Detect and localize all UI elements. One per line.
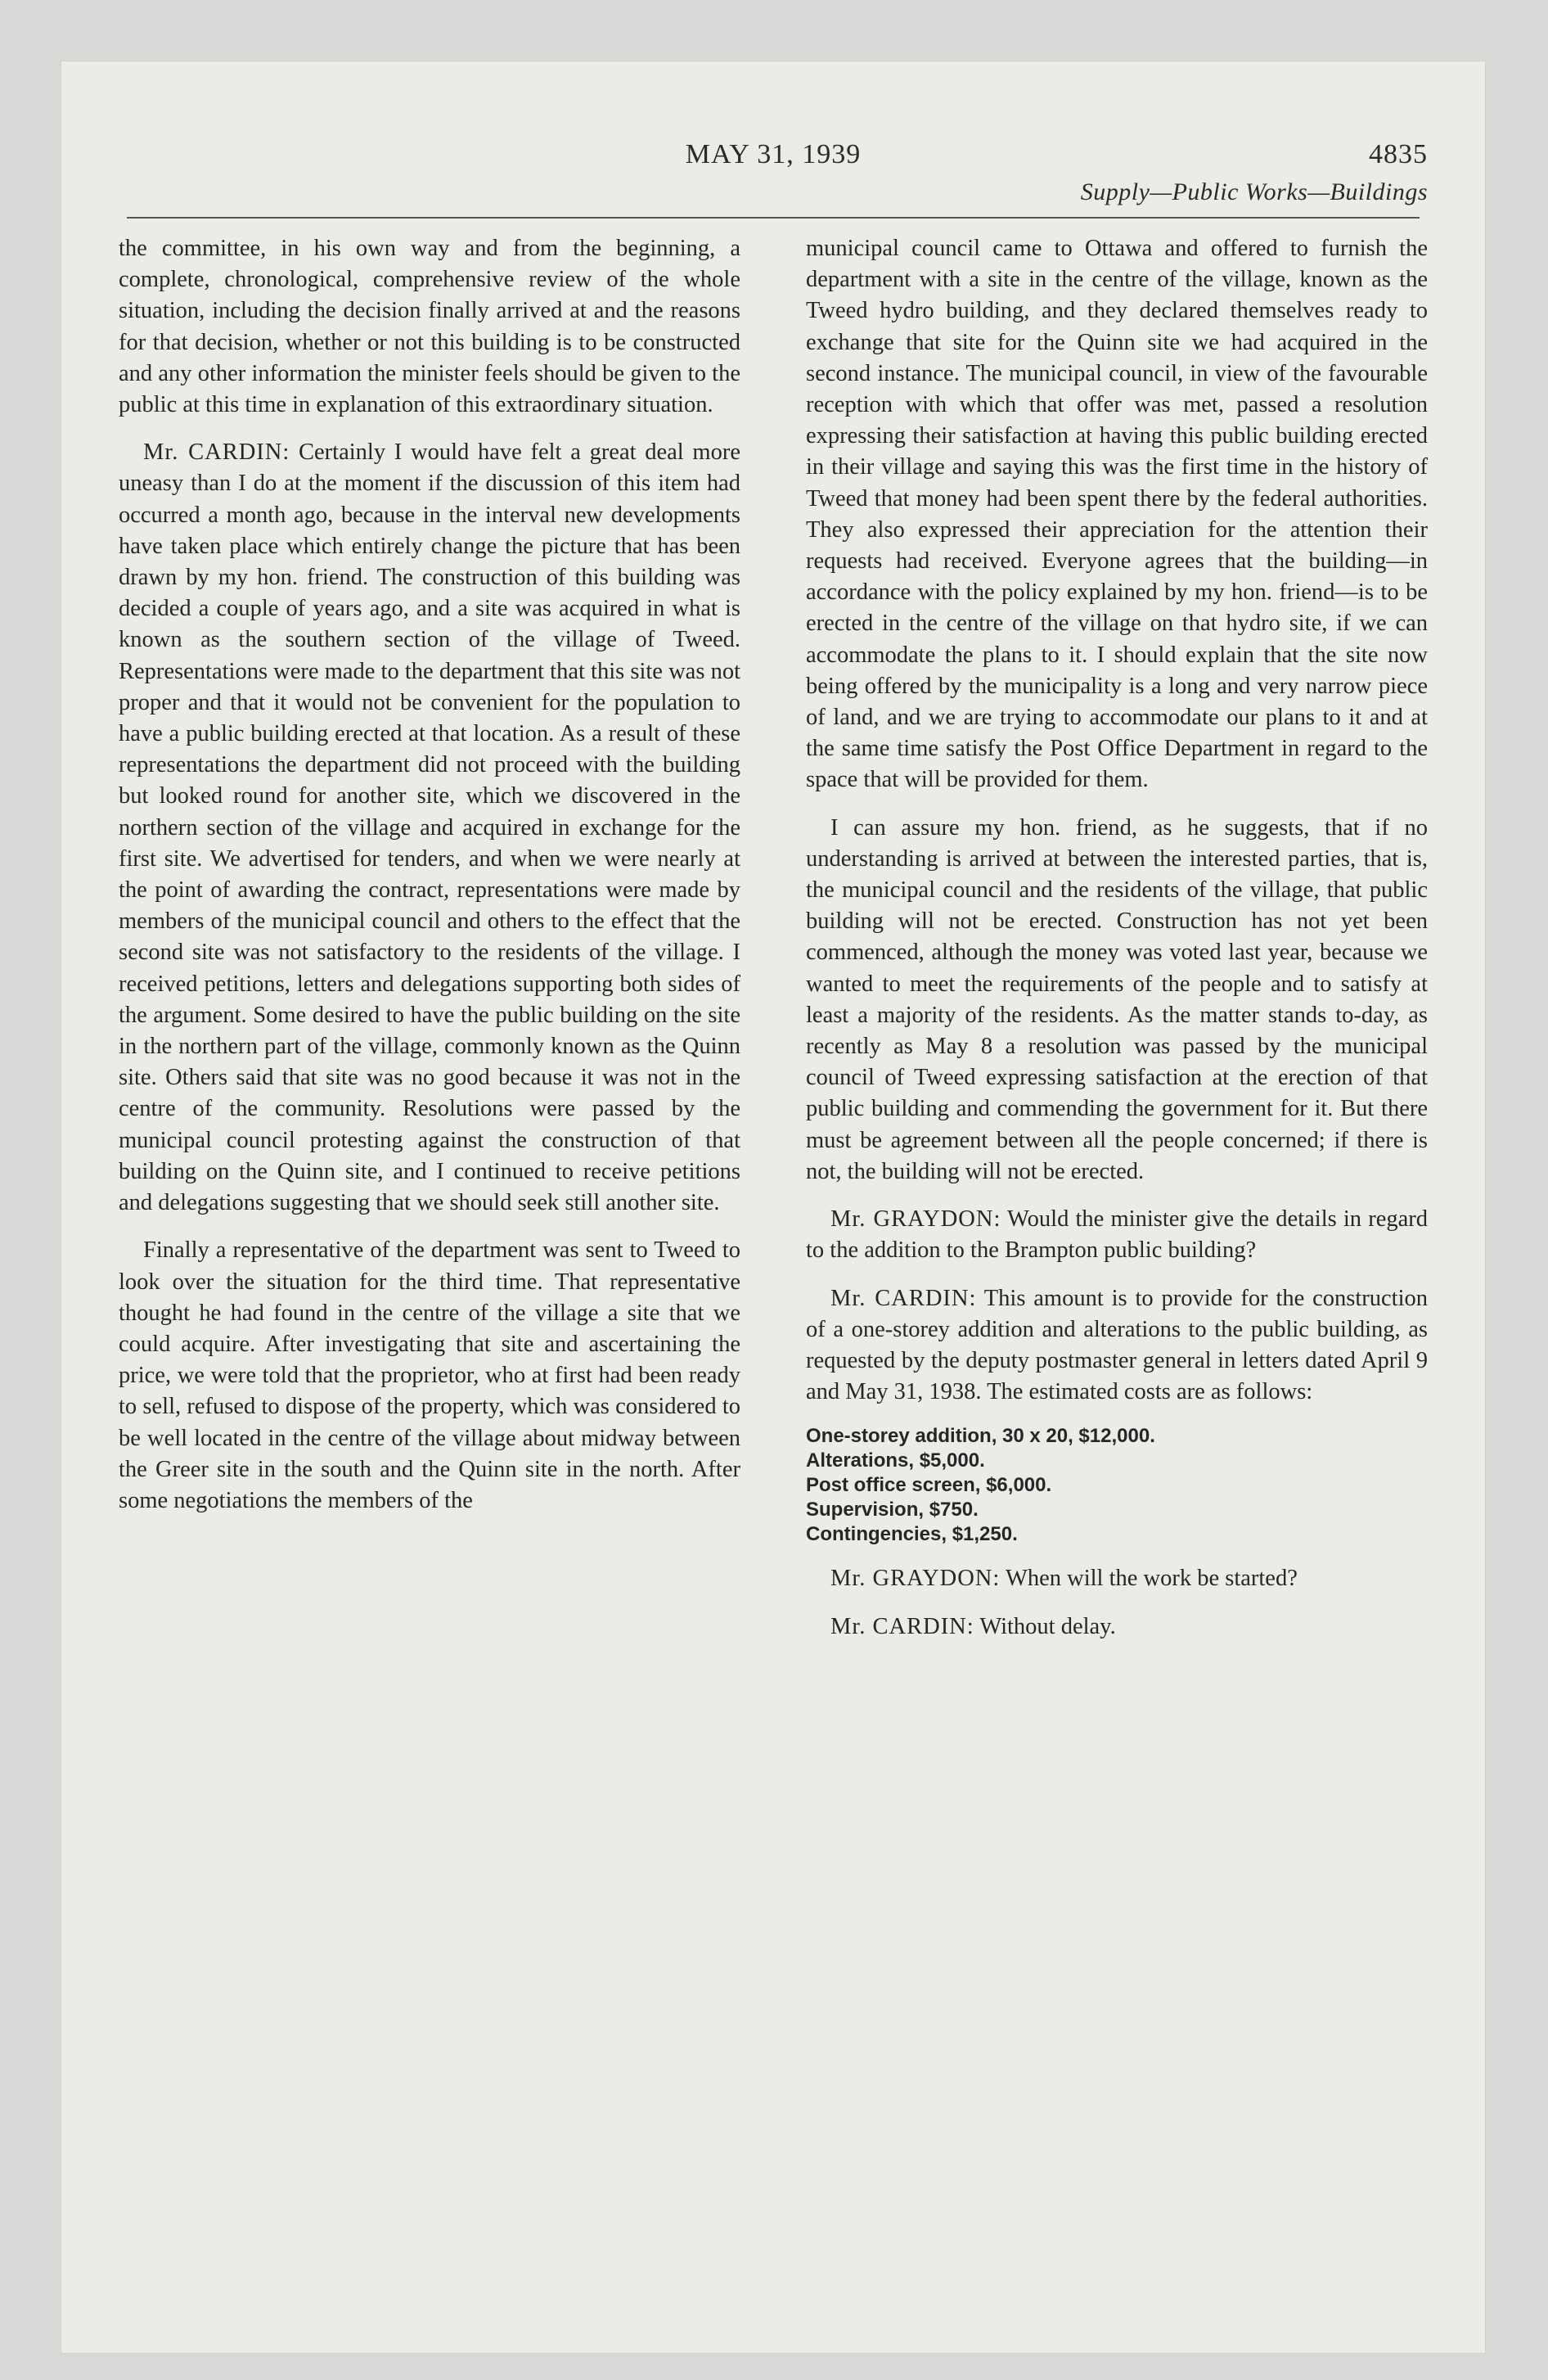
speaker-name: Mr. CARDIN: <box>830 1285 977 1311</box>
speech-text: Would the minister give the details in regard to the addition to the Brampton public building? <box>806 1206 1428 1264</box>
speaker-name: Mr. CARDIN: <box>143 439 290 466</box>
paragraph: Finally a representative of the department was sent to Tweed to look over the situation for the third time. That representative thought he had found in the centre of the village a site that we could acquire. After investigating that site and ascertaining the price, we were told that the proprietor, who at first had been ready to sell, refused to dispose of the property, which was considered to be well located in the centre of the village about midway between the Greer site in the south and the Quinn site in the north. After some negotiations the members of the <box>119 1237 740 1513</box>
cost-item: One-storey addition, 30 x 20, $12,000. <box>806 1425 1155 1448</box>
paragraph: the committee, in his own way and from the beginning, a complete, chronological, comprehensive review of the whole situation, including the decision finally arrived at and the reasons for that decision, whether or not this building is to be constructed and any other information the minister feels should be given to the public at this time in explanation of this extraordinary situation. <box>119 236 740 418</box>
cost-list <box>806 1424 1428 1547</box>
paragraph: I can assure my hon. friend, as he suggests, that if no understanding is arrived at between the interested parties, that is, the municipal council and the residents of the village, that public building will not be erected. Construction has not yet been commenced, although the money was voted last year, because we wanted to meet the requirements of the people and to satisfy at least a majority of the residents. As the matter stands to-day, as recently as May 8 a resolution was passed by the municipal council of Tweed expressing satisfaction at the erection of that public building and commending the government for it. But there must be agreement between all the people concerned; if there is not, the building will not be erected. <box>806 814 1428 1184</box>
header-rule <box>127 217 1420 219</box>
speech-text: Certainly I would have felt a great deal more uneasy than I do at the moment if the discussion of this item had occurred a month ago, because in the interval new developments have taken place which entirely change the picture that has been drawn by my hon. friend. The construction of this building was decided a couple of years ago, and a site was acquired in what is known as the southern section of the village of Tweed. Representations were made to the department that this site was not proper and that it would not be convenient for the population to have a public building erected at that location. As a result of these representations the department did not proceed with the building but looked round for another site, which we discovered in the northern section of the village and acquired in exchange for the first site. We advertised for tenders, and when we were nearly at the point of awarding the contract, representations were made by members of the municipal council and others to the effect that the second site was not satisfactory to the residents of the village. I received petitions, letters and delegations supporting both sides of the argument. Some desired to have the public building on the site in the northern part of the village, commonly known as the Quinn site. Others said that site was no good because it was not in the centre of the community. Resolutions were passed by the municipal council protesting against the construction of that building on the Quinn site, and I continued to receive petitions and delegations suggesting that we should seek still another site. <box>119 439 740 1216</box>
paragraph <box>806 1563 1428 1594</box>
speech-text: Without delay. <box>979 1613 1116 1639</box>
paragraph: municipal council came to Ottawa and offered to furnish the department with a site in the centre of the village, known as the Tweed hydro building, and they declared themselves ready to exchange that site for the Quinn site we had acquired in the second instance. The municipal council, in view of the favourable reception with which that offer was met, passed a resolution expressing their satisfaction at having this public building erected in their village and saying this was the first time in the history of Tweed that money had been spent there by the federal authorities. They also expressed their appreciation for the attention their requests had received. Everyone agrees that the building—in accordance with the policy explained by my hon. friend—is to be erected in the centre of the village on that hydro site, if we can accommodate the plans to it. I should explain that the site now being offered by the municipality is a long and very narrow piece of land, and we are trying to accommodate our plans to it and at the same time satisfy the Post Office Department in regard to the space that will be provided for them. <box>806 236 1428 793</box>
header-date: MAY 31, 1939 <box>685 139 862 169</box>
speaker-name: Mr. GRAYDON: <box>830 1206 1001 1233</box>
page <box>61 61 1485 2353</box>
paragraph <box>806 1204 1428 1266</box>
speaker-name: Mr. CARDIN: <box>830 1613 974 1639</box>
speech-text: When will the work be started? <box>1005 1566 1298 1592</box>
paragraph <box>806 1283 1428 1409</box>
cost-item: Supervision, $750. <box>806 1499 979 1521</box>
left-column <box>119 233 740 2230</box>
cost-item: Alterations, $5,000. <box>806 1449 985 1472</box>
page-number: 4835 <box>1369 139 1428 169</box>
speech-text: This amount is to provide for the construction of a one-storey addition and alterations to the public building, as requested by the deputy postmaster general in letters dated April 9 and May 31, 1938. The estimated costs are as follows: <box>806 1285 1428 1405</box>
speaker-name: Mr. GRAYDON: <box>830 1566 1001 1592</box>
text-columns <box>119 233 1428 2230</box>
right-column <box>806 233 1428 2230</box>
cost-item: Post office screen, $6,000. <box>806 1474 1052 1497</box>
header-subtitle: Supply—Public Works—Buildings <box>1080 178 1428 205</box>
page-header <box>119 139 1428 229</box>
paragraph <box>806 1611 1428 1643</box>
cost-item: Contingencies, $1,250. <box>806 1523 1018 1546</box>
paragraph <box>119 437 740 1219</box>
